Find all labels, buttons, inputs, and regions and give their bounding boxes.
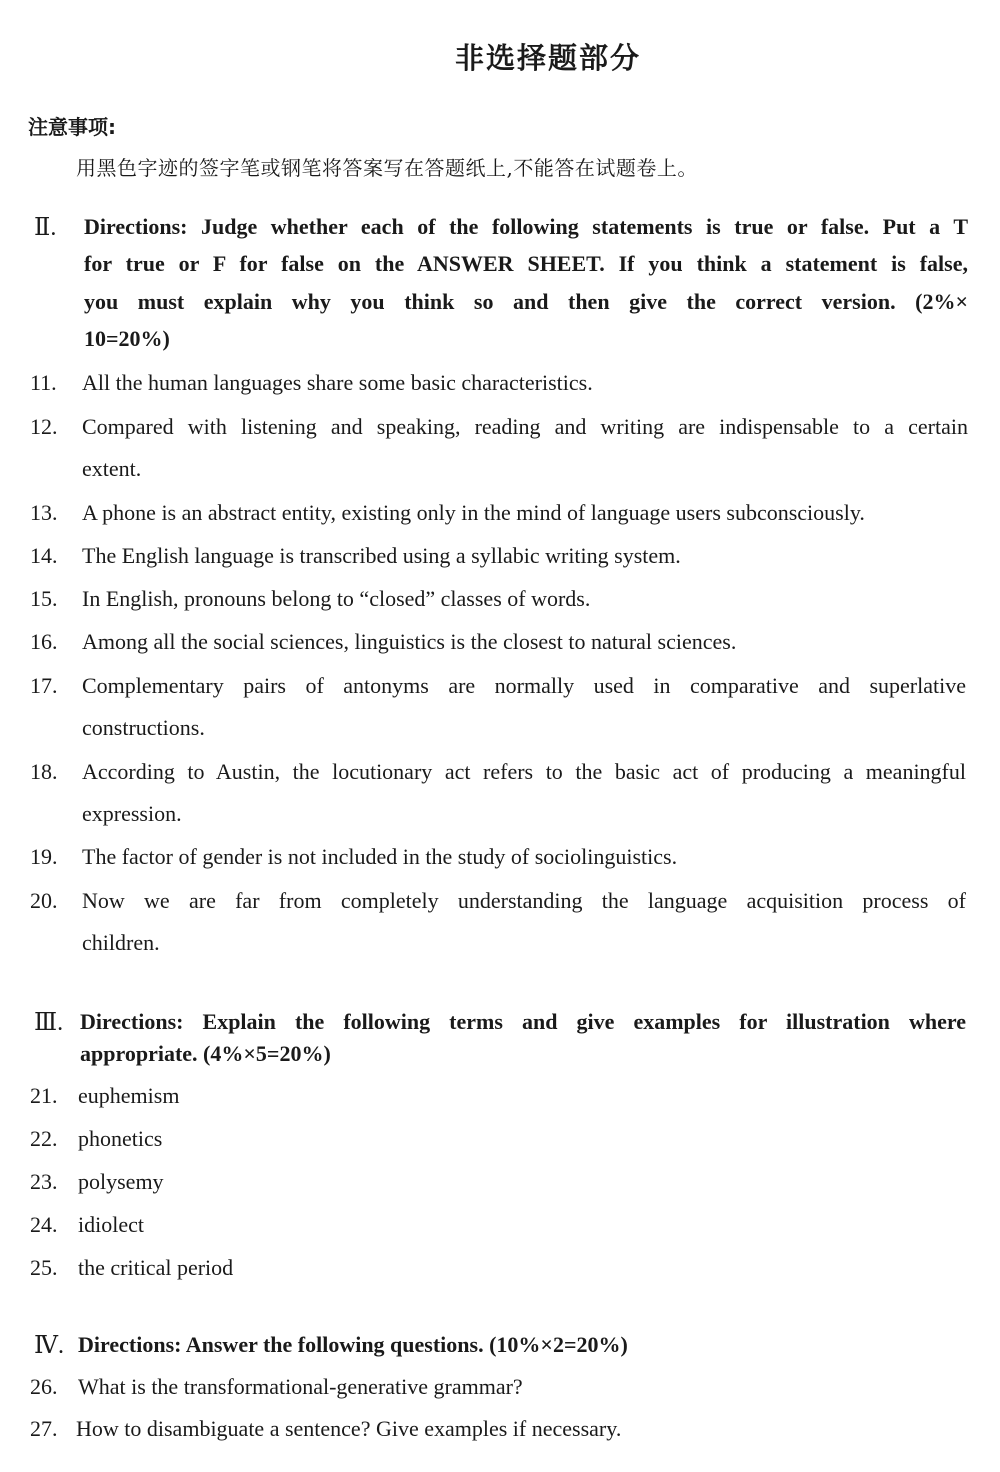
question-number: 15. <box>30 586 58 611</box>
question-text: According to Austin, the locutionary act refers to the basic act of producing a meaningful <box>82 759 966 784</box>
question-text: Complementary pairs of antonyms are normally used in comparative and superlative <box>82 673 966 698</box>
question-number: 19. <box>30 844 58 869</box>
question-text: Now we are far from completely understanding the language acquisition process of <box>82 888 966 913</box>
question-number: 17. <box>30 673 58 698</box>
section-3-numeral: Ⅲ. <box>34 1010 64 1036</box>
section-4-directions-line: Directions: Answer the following questions. (10%×2=20%) <box>78 1332 628 1357</box>
question-text: Among all the social sciences, linguistics is the closest to natural sciences. <box>82 629 737 654</box>
term-text: polysemy <box>78 1169 164 1194</box>
section-4-numeral: Ⅳ. <box>34 1333 64 1359</box>
term-number: 22. <box>30 1126 58 1151</box>
term-text: the critical period <box>78 1255 234 1280</box>
question-number: 26. <box>30 1374 58 1399</box>
question-number: 13. <box>30 500 58 525</box>
question-text: How to disambiguate a sentence? Give examples if necessary. <box>76 1416 622 1441</box>
term-number: 24. <box>30 1212 58 1237</box>
term-number: 21. <box>30 1083 58 1108</box>
question-text: The English language is transcribed using a syllabic writing system. <box>82 543 681 568</box>
question-number: 12. <box>30 414 58 439</box>
question-text: All the human languages share some basic characteristics. <box>82 370 593 395</box>
question-number: 20. <box>30 888 58 913</box>
term-number: 23. <box>30 1169 58 1194</box>
section-2-directions-line: 10=20%) <box>84 326 170 351</box>
term-number: 25. <box>30 1255 58 1280</box>
question-text-cont: expression. <box>82 801 182 826</box>
question-text: A phone is an abstract entity, existing only in the mind of language users subconsciously. <box>82 500 865 525</box>
section-2-numeral: Ⅱ. <box>34 215 57 241</box>
question-text-cont: extent. <box>82 456 142 481</box>
question-text: What is the transformational-generative grammar? <box>78 1374 523 1399</box>
page-title: 非选择题部分 <box>454 41 641 75</box>
question-text-cont: children. <box>82 930 160 955</box>
notice-heading: 注意事项: <box>28 115 116 139</box>
question-number: 14. <box>30 543 58 568</box>
section-2-directions-line: Directions: Judge whether each of the following statements is true or false. Put a T <box>84 214 968 239</box>
term-text: phonetics <box>78 1126 163 1151</box>
question-number: 16. <box>30 629 58 654</box>
question-number: 27. <box>30 1416 58 1441</box>
question-text-cont: constructions. <box>82 715 205 740</box>
section-3-directions-line: appropriate. (4%×5=20%) <box>80 1041 331 1066</box>
notice-text: 用黑色字迹的签字笔或钢笔将答案写在答题纸上,不能答在试题卷上。 <box>76 156 698 180</box>
question-number: 11. <box>30 370 57 395</box>
term-text: euphemism <box>78 1083 180 1108</box>
question-text: The factor of gender is not included in the study of sociolinguistics. <box>82 844 678 869</box>
question-text: In English, pronouns belong to “closed” classes of words. <box>82 586 591 611</box>
section-2-directions-line: you must explain why you think so and then give the correct version. (2%× <box>84 289 968 314</box>
section-2-directions-line: for true or F for false on the ANSWER SHEET. If you think a statement is false, <box>84 251 968 276</box>
question-number: 18. <box>30 759 58 784</box>
term-text: idiolect <box>78 1212 144 1237</box>
question-text: Compared with listening and speaking, reading and writing are indispensable to a certain <box>82 414 968 439</box>
section-3-directions-line: Directions: Explain the following terms and give examples for illustration where <box>80 1009 966 1034</box>
